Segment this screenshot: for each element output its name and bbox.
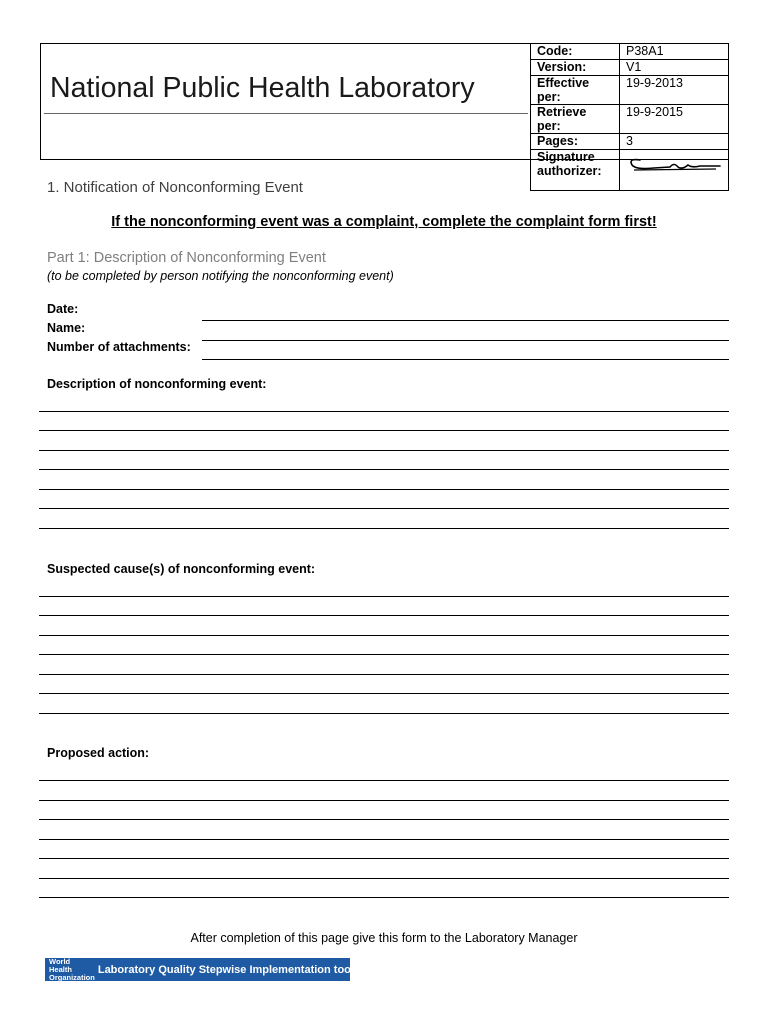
description-line[interactable]: [39, 489, 729, 490]
description-line[interactable]: [39, 430, 729, 431]
cause-line[interactable]: [39, 615, 729, 616]
attachments-label: Number of attachments:: [47, 340, 191, 354]
code-row: [531, 44, 729, 60]
description-line[interactable]: [39, 411, 729, 412]
name-label: Name:: [47, 321, 86, 335]
description-line[interactable]: [39, 469, 729, 470]
section-title: 1. Notification of Nonconforming Event: [47, 179, 303, 196]
pages-row: [531, 134, 729, 150]
pages-value: 3: [620, 134, 729, 150]
action-line[interactable]: [39, 819, 729, 820]
cause-line[interactable]: [39, 693, 729, 694]
who-banner: [45, 956, 354, 982]
action-line[interactable]: [39, 878, 729, 879]
description-line[interactable]: [39, 450, 729, 451]
date-label: Date:: [47, 302, 79, 316]
cause-line[interactable]: [39, 674, 729, 675]
document-control-table: [530, 43, 729, 191]
action-line[interactable]: [39, 897, 729, 898]
description-line[interactable]: [39, 528, 729, 529]
retrieve-label: Retrieve per:: [531, 105, 620, 134]
action-line[interactable]: [39, 858, 729, 859]
action-label: Proposed action:: [47, 746, 150, 760]
cause-line[interactable]: [39, 635, 729, 636]
retrieve-value: 19-9-2015: [620, 105, 729, 134]
effective-label: Effective per:: [531, 76, 620, 105]
effective-value: 19-9-2013: [620, 76, 729, 105]
laboratory-title: National Public Health Laboratory: [50, 72, 475, 104]
signature-label: Signature authorizer:: [531, 150, 620, 191]
cause-line[interactable]: [39, 596, 729, 597]
version-value: V1: [620, 60, 729, 76]
version-label: Version:: [531, 60, 620, 76]
signature-row: [531, 150, 729, 191]
description-line[interactable]: [39, 508, 729, 509]
title-underline: [44, 113, 528, 114]
tool-name: Laboratory Quality Stepwise Implementation tool: [97, 963, 354, 976]
part-title: Part 1: Description of Nonconforming Event: [47, 250, 326, 266]
who-org-line2: Organization: [49, 972, 95, 982]
handwritten-signature: [626, 154, 722, 176]
attachments-field[interactable]: [202, 359, 729, 360]
cause-line[interactable]: [39, 654, 729, 655]
action-line[interactable]: [39, 839, 729, 840]
description-label: Description of nonconforming event:: [47, 377, 267, 391]
pages-label: Pages:: [531, 134, 620, 150]
who-organization-name: [49, 958, 95, 982]
cause-label: Suspected cause(s) of nonconforming event:: [47, 562, 316, 576]
who-org-line1: World Health: [49, 956, 72, 974]
date-field[interactable]: [202, 320, 729, 321]
retrieve-row: [531, 105, 729, 134]
code-value: P38A1: [620, 44, 729, 60]
footer-instruction: After completion of this page give this form to the Laboratory Manager: [190, 931, 578, 945]
effective-row: [531, 76, 729, 105]
part-note: (to be completed by person notifying the nonconforming event): [47, 269, 394, 283]
action-line[interactable]: [39, 800, 729, 801]
action-line[interactable]: [39, 780, 729, 781]
name-field[interactable]: [202, 340, 729, 341]
complaint-warning: If the nonconforming event was a complaint, complete the complaint form first!: [111, 214, 657, 230]
signature-cell: [620, 150, 729, 191]
code-label: Code:: [531, 44, 620, 60]
version-row: [531, 60, 729, 76]
cause-line[interactable]: [39, 713, 729, 714]
